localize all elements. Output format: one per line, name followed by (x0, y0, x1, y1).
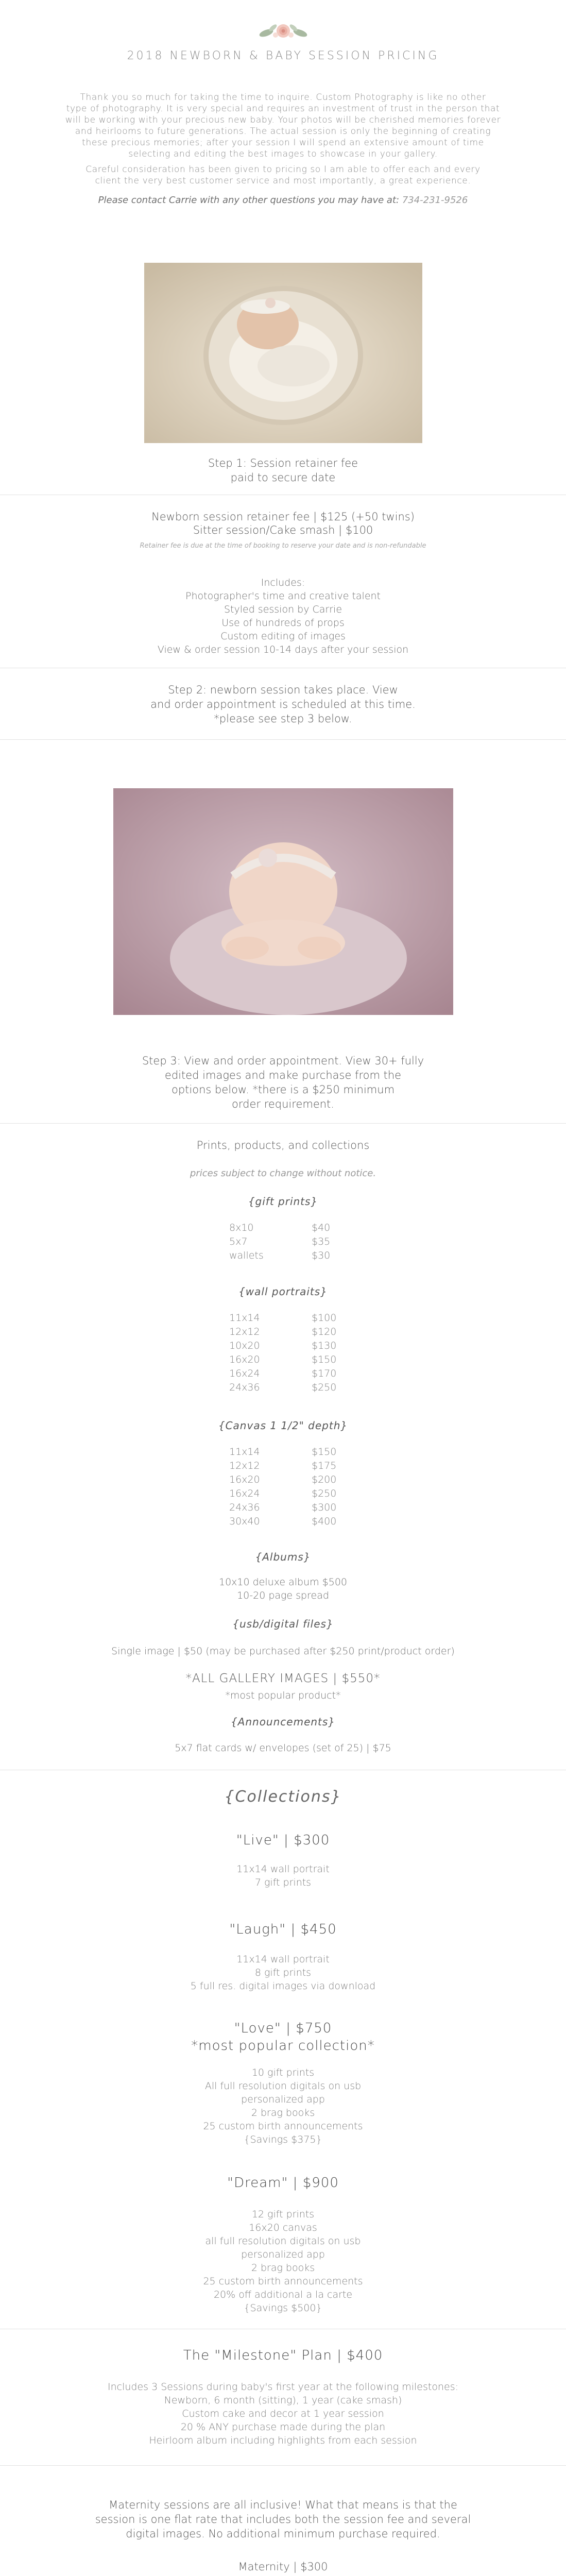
milestone-title: The "Milestone" Plan | $400 (183, 2348, 383, 2363)
price-cell: $130 (312, 1340, 337, 1351)
size-cell: 24x36 (229, 1382, 260, 1393)
milestone-item: Heirloom album including highlights from each session (149, 2435, 417, 2446)
price-row (229, 1221, 330, 1235)
all-gallery-sub: *most popular product* (225, 1690, 341, 1701)
price-cell: $250 (312, 1488, 337, 1499)
price-row (229, 1501, 336, 1515)
floral-logo-icon (255, 20, 312, 42)
intro-line: Careful consideration has been given to pricing so I am able to offer each and every (85, 164, 481, 175)
albums-list (0, 1575, 566, 1602)
price-row (229, 1311, 336, 1325)
newborn-in-basket-image (113, 788, 453, 1015)
collection-item: all full resolution digitals on usb (205, 2235, 361, 2247)
size-cell: 16x24 (229, 1368, 260, 1379)
step-3-line: options below. *there is a $250 minimum (171, 1083, 395, 1096)
price-cell: $40 (312, 1222, 331, 1233)
price-cell: $100 (312, 1312, 337, 1324)
size-cell: wallets (229, 1250, 264, 1261)
collection-item: 25 custom birth announcements (203, 2276, 363, 2287)
retainer-fees (0, 510, 566, 537)
collection-item: personalized app (241, 2094, 325, 2105)
wall-portraits-head: {wall portraits} (238, 1285, 328, 1298)
collection-item: 25 custom birth announcements (203, 2121, 363, 2132)
collection-laugh-title: "Laugh" | $450 (229, 1922, 337, 1937)
maternity-title: Maternity | $300 (238, 2561, 328, 2573)
price-cell: $200 (312, 1474, 337, 1485)
canvas-table (229, 1445, 336, 1529)
newborn-photo-2 (113, 788, 453, 1015)
albums-line: 10x10 deluxe album $500 (218, 1577, 348, 1588)
price-row (229, 1235, 330, 1249)
maternity-line: digital images. No additional minimum purchase required. (126, 2528, 440, 2540)
newborn-photo-1 (144, 263, 422, 443)
includes-head: Includes: (261, 577, 305, 588)
gift-prints-head: {gift prints} (248, 1195, 318, 1208)
collection-item: All full resolution digitals on usb (204, 2080, 362, 2092)
step-2-line: and order appointment is scheduled at this time. (150, 698, 416, 710)
size-cell: 30x40 (229, 1516, 260, 1527)
includes-item: Photographer's time and creative talent (185, 590, 381, 602)
includes-item: Use of hundreds of props (221, 617, 345, 629)
step-1 (0, 456, 566, 485)
step-3-line: Step 3: View and order appointment. View 30+ fully (142, 1055, 424, 1067)
collection-laugh-list (0, 1953, 566, 1993)
divider (0, 739, 566, 740)
size-cell: 16x24 (229, 1488, 260, 1499)
size-cell: 8x10 (229, 1222, 254, 1233)
price-row (229, 1353, 336, 1367)
price-row (229, 1445, 336, 1459)
retainer-note: Retainer fee is due at the time of booking to reserve your date and is non-refundable (140, 542, 426, 550)
collection-item: 7 gift prints (254, 1877, 312, 1888)
step-3 (0, 1054, 566, 1111)
collection-item: {Savings $500} (244, 2302, 322, 2314)
size-cell: 24x36 (229, 1502, 260, 1513)
price-row (229, 1515, 336, 1529)
includes-item: Styled session by Carrie (224, 604, 342, 615)
divider (0, 1123, 566, 1124)
price-row (229, 1381, 336, 1395)
collection-live-title: "Live" | $300 (236, 1833, 330, 1848)
collection-item: 2 brag books (251, 2107, 315, 2119)
price-cell: $300 (312, 1502, 337, 1513)
milestone-item: Newborn, 6 month (sitting), 1 year (cake smash) (164, 2395, 402, 2406)
collection-dream-list (0, 2208, 566, 2315)
intro-paragraph (0, 92, 566, 160)
albums-line: 10-20 page spread (237, 1590, 329, 1601)
price-cell: $175 (312, 1460, 337, 1471)
collection-item: 16x20 canvas (249, 2222, 317, 2233)
includes-item: View & order session 10-14 days after your session (157, 644, 409, 655)
collection-item: 11x14 wall portrait (236, 1954, 330, 1965)
size-cell: 16x20 (229, 1474, 260, 1485)
collection-item: 5 full res. digital images via download (190, 1980, 376, 1992)
milestone-list (0, 2380, 566, 2447)
price-row (229, 1339, 336, 1353)
milestone-item: Includes 3 Sessions during baby's first year at the following milestones: (107, 2381, 458, 2393)
price-cell: $250 (312, 1382, 337, 1393)
divider (0, 2465, 566, 2466)
collection-love-list (0, 2066, 566, 2146)
intro-line: will be working with your precious new baby. Your photos will be cherished memories forever (65, 115, 501, 125)
collection-love-title (0, 2020, 566, 2055)
collection-item: 12 gift prints (251, 2209, 315, 2220)
collection-love-price: "Love" | $750 (234, 2021, 332, 2036)
products-heading: Prints, products, and collections (196, 1139, 370, 1151)
step-2-line: Step 2: newborn session takes place. View (168, 684, 398, 696)
collection-item: {Savings $375} (244, 2134, 322, 2145)
collection-item: personalized app (241, 2249, 325, 2260)
announcements-line: 5x7 flat cards w/ envelopes (set of 25) | $75 (175, 1742, 391, 1754)
price-row (229, 1249, 330, 1263)
intro-line: selecting and editing the best images to showcase in your gallery. (128, 149, 438, 159)
price-row (229, 1487, 336, 1501)
contact-line (0, 195, 566, 206)
step-2 (0, 683, 566, 726)
size-cell: 12x12 (229, 1326, 260, 1337)
contact-text: Please contact Carrie with any other questions you may have at: (98, 195, 400, 206)
collections-head: {Collections} (224, 1788, 342, 1806)
pricing-paragraph (0, 164, 566, 187)
announcements-head: {Announcements} (230, 1716, 336, 1728)
canvas-head: {Canvas 1 1/2" depth} (218, 1419, 348, 1432)
step-1-line: Step 1: Session retainer fee (208, 457, 358, 469)
intro-line: these precious memories; after your session I will spend an extensive amount of time (82, 138, 484, 148)
collection-live-list (0, 1862, 566, 1889)
collection-item: 10 gift prints (251, 2067, 315, 2078)
usb-line: Single image | $50 (may be purchased after $250 print/product order) (111, 1646, 455, 1657)
step-3-line: edited images and make purchase from the (164, 1069, 402, 1081)
size-cell: 16x20 (229, 1354, 260, 1365)
maternity-line: Maternity sessions are all inclusive! What that means is that the (109, 2499, 457, 2511)
step-1-line: paid to secure date (230, 471, 336, 484)
usb-head: {usb/digital files} (232, 1618, 334, 1630)
price-row (229, 1459, 336, 1473)
retainer-fee-line: Sitter session/Cake smash | $100 (193, 524, 373, 536)
price-row (229, 1473, 336, 1487)
albums-head: {Albums} (255, 1551, 311, 1563)
collection-item: 11x14 wall portrait (236, 1863, 330, 1875)
intro-line: and heirlooms to future generations. The actual session is only the beginning of creating (75, 126, 491, 137)
price-cell: $30 (312, 1250, 331, 1261)
collection-item: 8 gift prints (254, 1967, 312, 1978)
size-cell: 5x7 (229, 1236, 248, 1247)
milestone-item: 20 % ANY purchase made during the plan (180, 2421, 386, 2433)
wall-portraits-table (229, 1311, 336, 1395)
logo (0, 20, 566, 44)
all-gallery-title: *ALL GALLERY IMAGES | $550* (185, 1672, 381, 1685)
newborn-in-bowl-image (144, 263, 422, 443)
price-cell: $120 (312, 1326, 337, 1337)
gift-prints-table (229, 1221, 330, 1263)
collection-item: 2 brag books (251, 2262, 315, 2274)
intro-line: client the very best customer service and most importantly, a great experience. (95, 176, 471, 186)
milestone-item: Custom cake and decor at 1 year session (182, 2408, 384, 2419)
intro-line: Thank you so much for taking the time to inquire. Custom Photography is like no other (80, 92, 486, 103)
size-cell: 11x14 (229, 1312, 260, 1324)
collection-item: 20% off additional a la carte (213, 2289, 353, 2300)
price-cell: $400 (312, 1516, 337, 1527)
price-row (229, 1367, 336, 1381)
collection-dream-title: "Dream" | $900 (227, 2175, 339, 2191)
page-title: 2018 NEWBORN & BABY SESSION PRICING (127, 49, 439, 62)
retainer-fee-line: Newborn session retainer fee | $125 (+50 twins) (151, 511, 415, 523)
price-cell: $170 (312, 1368, 337, 1379)
size-cell: 11x14 (229, 1446, 260, 1458)
price-row (229, 1325, 336, 1339)
price-cell: $150 (312, 1354, 337, 1365)
step-3-line: order requirement. (232, 1098, 334, 1110)
price-cell: $35 (312, 1236, 331, 1247)
collection-love-badge: *most popular collection* (191, 2038, 375, 2054)
size-cell: 10x20 (229, 1340, 260, 1351)
price-cell: $150 (312, 1446, 337, 1458)
intro-line: type of photography. It is very special and requires an investment of trust in the person that (66, 104, 500, 114)
includes-item: Custom editing of images (220, 631, 346, 642)
phone-link[interactable]: 734-231-9526 (402, 195, 468, 206)
maternity-line: session is one flat rate that includes both the session fee and several (95, 2513, 471, 2526)
includes-list (0, 576, 566, 656)
step-2-line: *please see step 3 below. (214, 713, 352, 725)
size-cell: 12x12 (229, 1460, 260, 1471)
maternity-intro (0, 2498, 566, 2541)
price-disclaimer: prices subject to change without notice. (190, 1168, 376, 1179)
